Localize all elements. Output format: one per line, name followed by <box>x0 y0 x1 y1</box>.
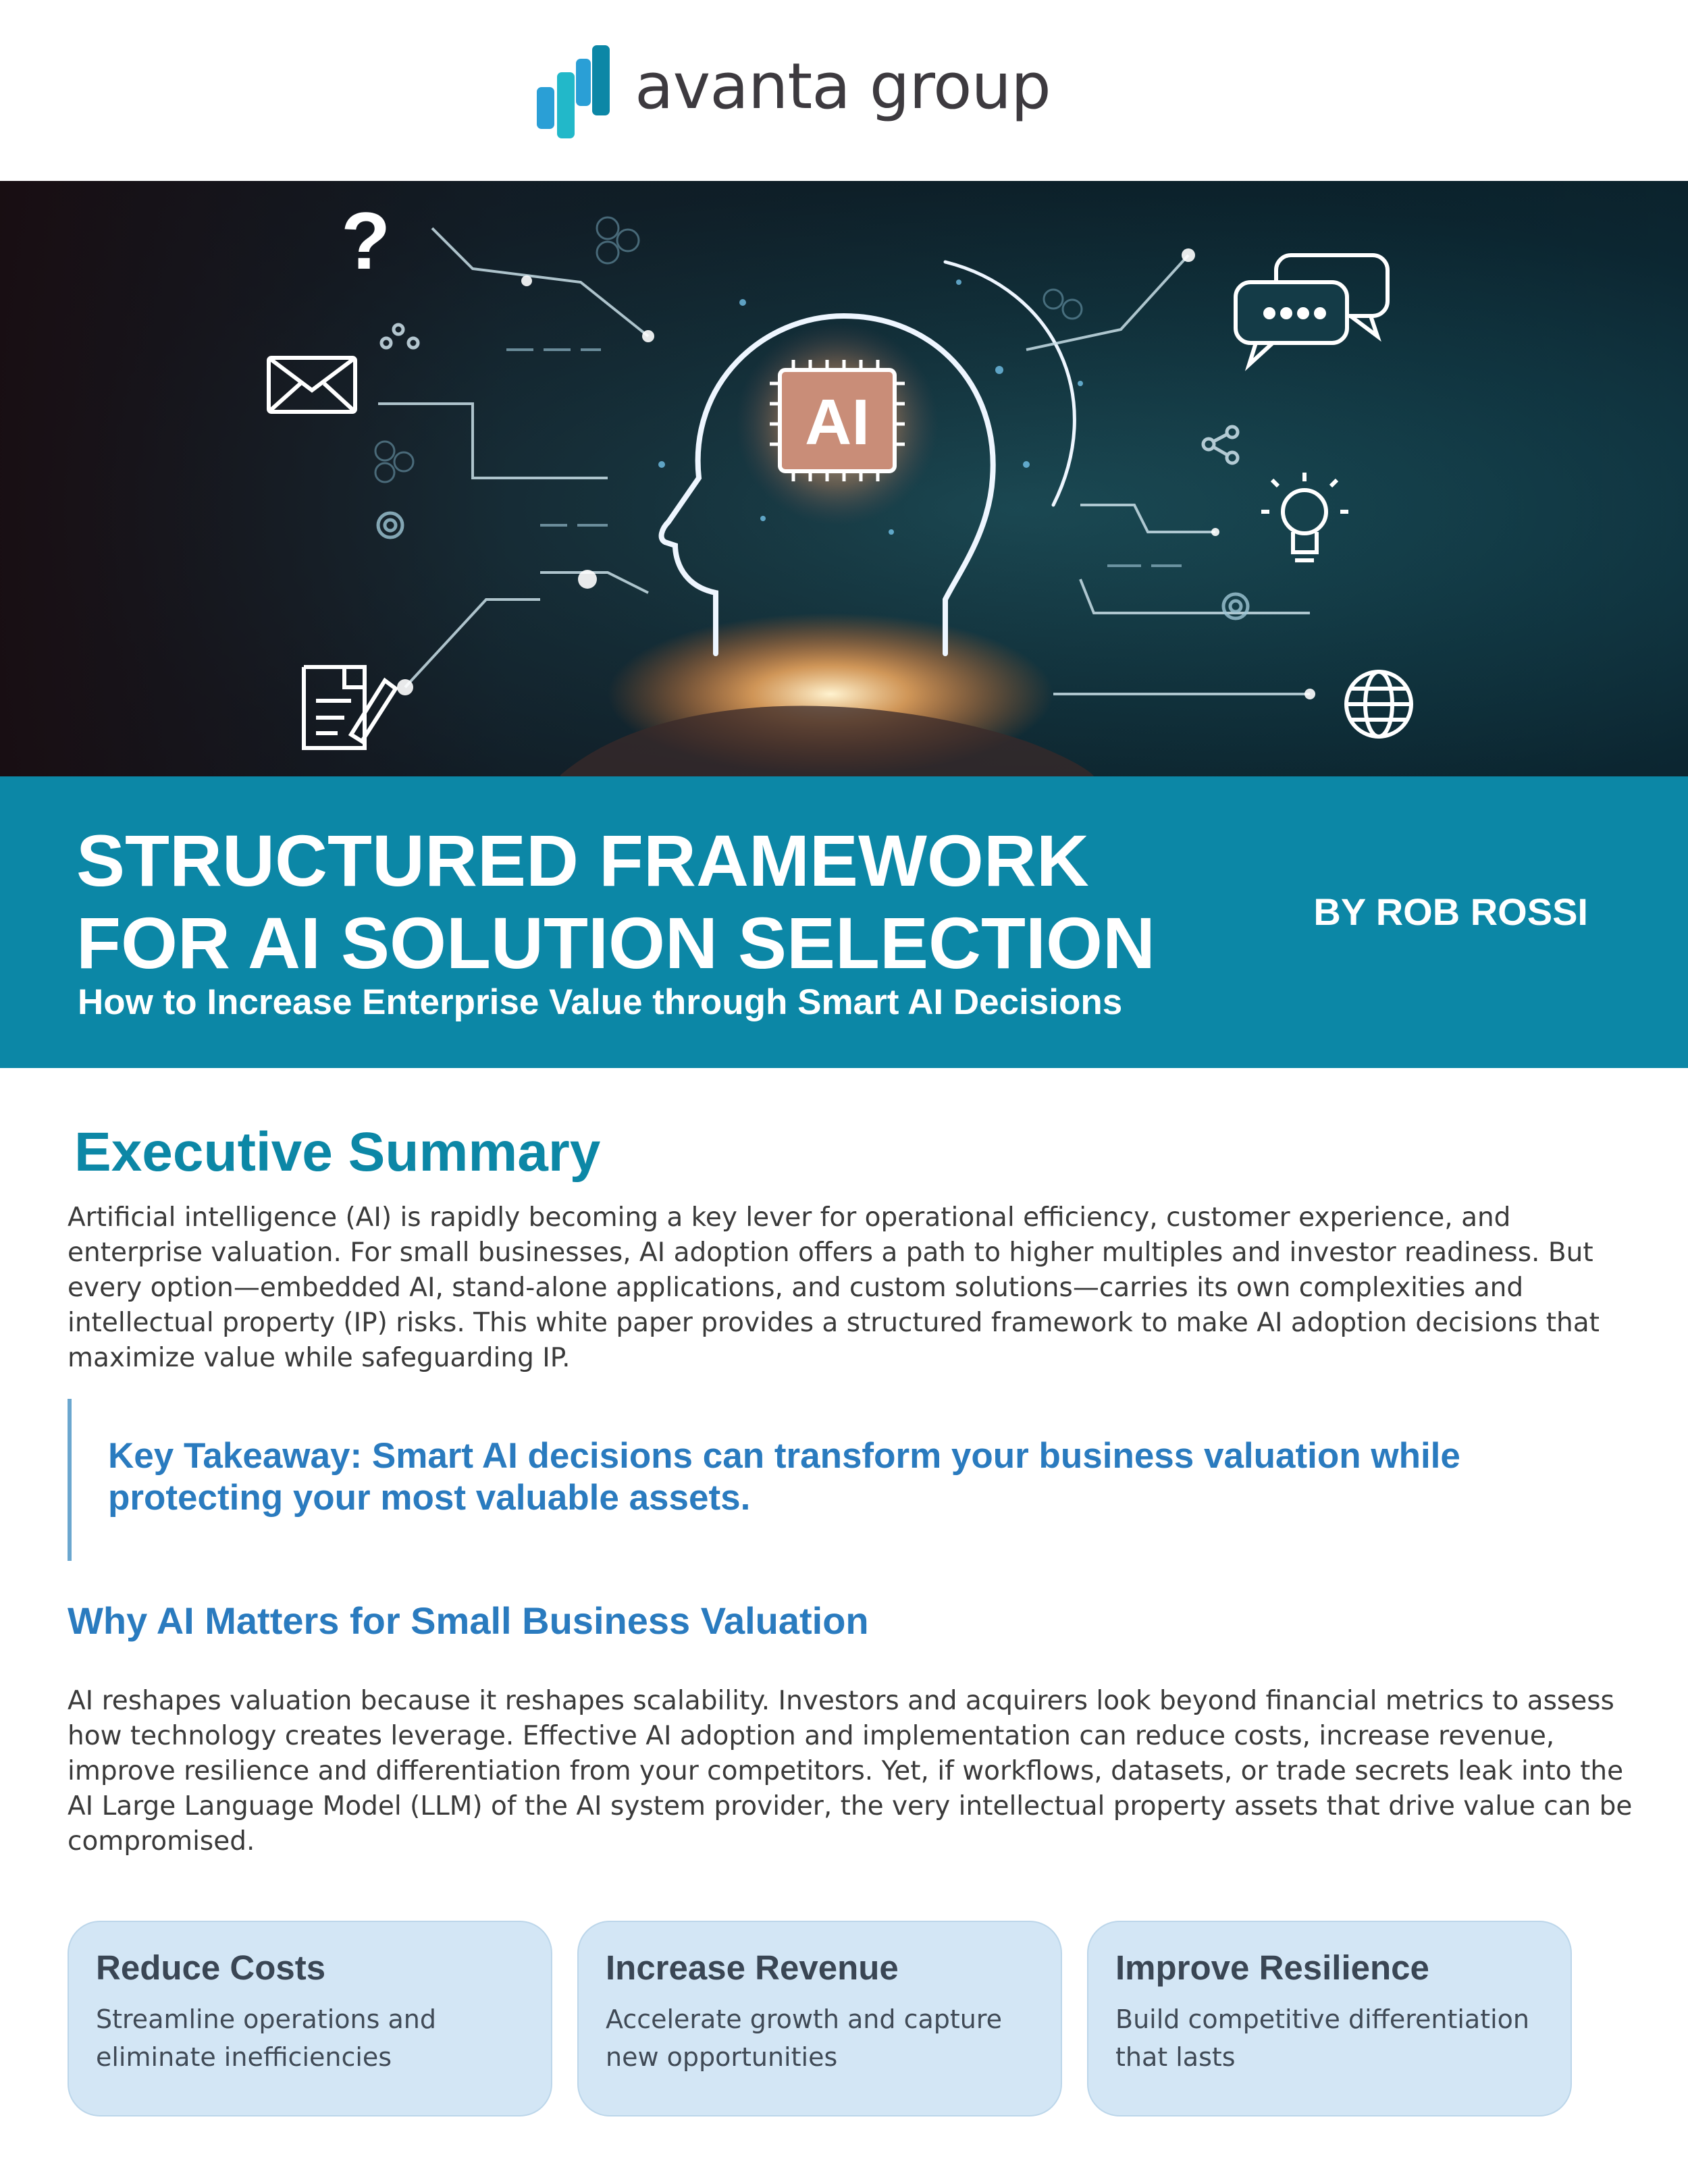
card-title: Increase Revenue <box>606 1948 899 1987</box>
why-ai-matters-heading: Why AI Matters for Small Business Valuation <box>68 1599 869 1642</box>
card-title: Improve Resilience <box>1115 1948 1429 1987</box>
benefit-card-increase-revenue <box>577 1921 1062 2116</box>
brand-logo <box>537 42 1050 143</box>
document-title-line-1: STRUCTURED FRAMEWORK <box>76 820 1089 901</box>
card-description: Accelerate growth and capture new opportunities <box>606 2004 1003 2072</box>
executive-summary-body: Artificial intelligence (AI) is rapidly becoming a key lever for operational efficiency, customer experience, and enterprise valuation. For small businesses, AI adoption offers a path to higher multiples and investor readiness. But every option—embedded AI, stand-alone applications, and custom solutions—carries its own complexities and intellectual property (IP) risks. This white paper provides a structured framework to make AI adoption decisions that maximize value while safeguarding IP. <box>68 1202 1600 1373</box>
ai-chip-icon <box>770 360 905 481</box>
benefit-card-improve-resilience <box>1087 1921 1572 2116</box>
document-title-line-2: FOR AI SOLUTION SELECTION <box>76 902 1156 984</box>
benefit-card-reduce-costs <box>68 1921 552 2116</box>
executive-summary-heading: Executive Summary <box>74 1121 601 1183</box>
card-description: Build competitive differentiation that lasts <box>1115 2004 1530 2072</box>
question-mark-icon: ? <box>341 196 391 286</box>
brand-name: avanta group <box>635 50 1051 124</box>
ai-chip-label: AI <box>805 386 870 458</box>
hero-image <box>0 181 1688 776</box>
card-title: Reduce Costs <box>96 1948 326 1987</box>
bar-chart-logo-icon <box>537 45 612 140</box>
why-ai-matters-body: AI reshapes valuation because it reshapes scalability. Investors and acquirers look beyond financial metrics to assess how technology creates leverage. Effective AI adoption and implementation can reduce costs, increase revenue, improve resilience and differentiation from your competitors. Yet, if workflows, datasets, or trade secrets leak into the AI Large Language Model (LLM) of the AI system provider, the very intellectual property assets that drive value can be compromised. <box>68 1686 1633 1857</box>
document-subtitle: How to Increase Enterprise Value through Smart AI Decisions <box>78 982 1123 1022</box>
card-description: Streamline operations and eliminate inefficiencies <box>96 2004 436 2072</box>
key-takeaway-callout <box>68 1399 1584 1561</box>
title-band <box>0 776 1688 1068</box>
author-byline: BY ROB ROSSI <box>1313 890 1588 933</box>
key-takeaway-text: Key Takeaway: Smart AI decisions can transform your business valuation while protecting your most valuable assets. <box>108 1436 1460 1518</box>
